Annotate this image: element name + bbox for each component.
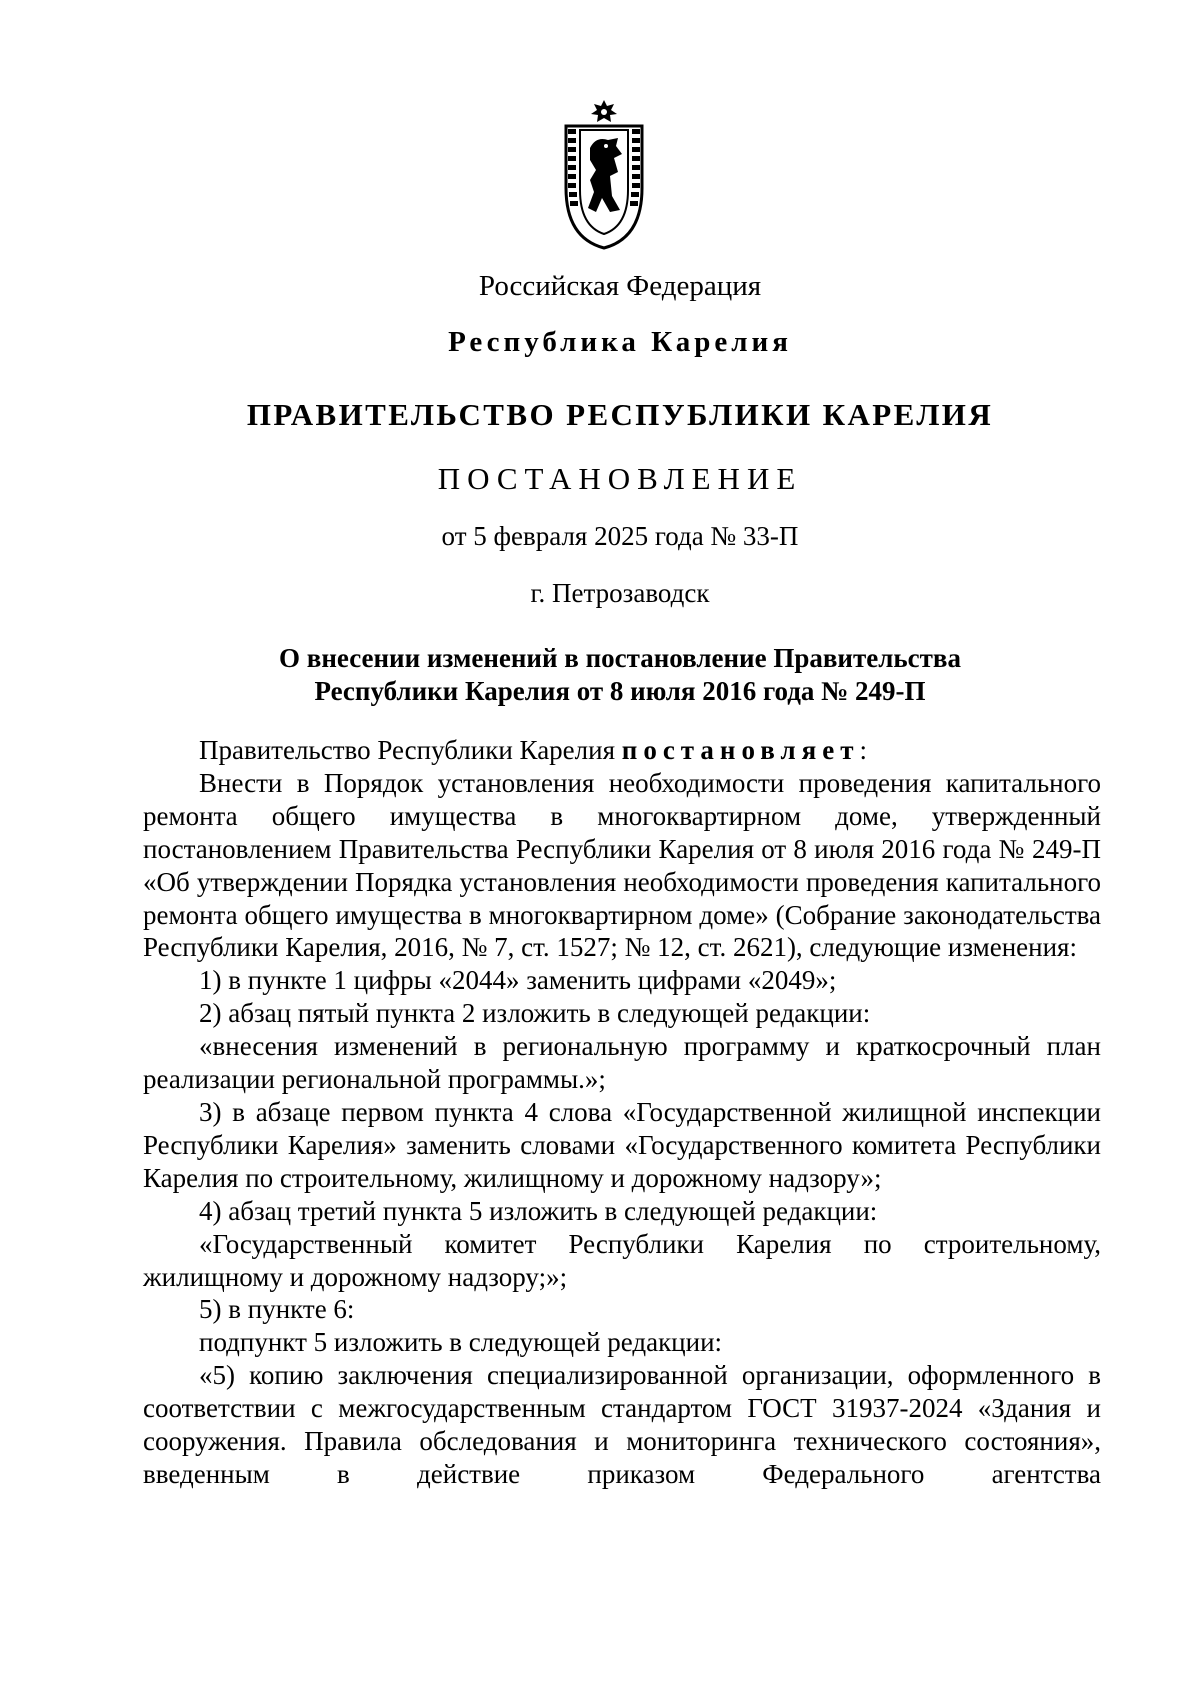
document-city: г. Петрозаводск — [530, 578, 710, 608]
government-name: ПРАВИТЕЛЬСТВО РЕСПУБЛИКИ КАРЕЛИЯ — [246, 397, 994, 432]
country-name: Российская Федерация — [478, 270, 762, 302]
title-line-1: О внесении изменений в постановление Правительства — [279, 643, 961, 673]
body-paragraph: 5) в пункте 6: — [199, 1294, 355, 1325]
body-paragraph: 2) абзац пятый пункта 2 изложить в следующей редакции: — [199, 998, 871, 1029]
intro-paragraph — [143, 734, 1101, 767]
coat-of-arms-icon — [562, 100, 646, 250]
title-line-2: Республики Карелия от 8 июля 2016 года № 249-П — [314, 676, 926, 706]
body-paragraph: 1) в пункте 1 цифры «2044» заменить цифрами «2049»; — [199, 965, 837, 996]
intro-verb: постановляет — [621, 735, 860, 765]
body-paragraph: Внести в Порядок установления необходимости проведения капитального ремонта общего имущества в многоквартирном доме, утвержденный постановлением Правительства Республики Карелия от 8 июля 2016 года № 249-П «Об утверждении Порядка установления необходимости проведения капитального ремонта общего имущества в многоквартирном доме» (Собрание законодательства Республики Карелия, 2016, № 7, ст. 1527; № 12, ст. 2621), следующие изменения: — [143, 767, 1101, 963]
document-title — [0, 642, 1200, 708]
body-paragraph: «Государственный комитет Республики Карелия по строительному, жилищному и дорожному надзору;»; — [143, 1228, 1101, 1292]
body-paragraph: «внесения изменений в региональную программу и краткосрочный план реализации региональной программы.»; — [143, 1031, 1101, 1095]
intro-prefix: Правительство Республики Карелия — [199, 735, 616, 765]
body-paragraph: 4) абзац третий пункта 5 изложить в следующей редакции: — [199, 1195, 878, 1226]
republic-name: Республика Карелия — [448, 326, 792, 358]
body-paragraph: «5) копию заключения специализированной организации, оформленного в соответствии с межгосударственным стандартом ГОСТ 31937-2024 «Здания и сооружения. Правила обследования и мониторинга технического состояния», введенным в действие приказом Федерального агентства — [143, 1360, 1101, 1489]
intro-suffix: : — [859, 735, 868, 765]
body-paragraph: подпункт 5 изложить в следующей редакции: — [199, 1327, 723, 1358]
document-date-number: от 5 февраля 2025 года № 33-П — [441, 521, 799, 551]
document-body — [143, 734, 1101, 1491]
document-type: ПОСТАНОВЛЕНИЕ — [437, 461, 803, 496]
body-paragraph: 3) в абзаце первом пункта 4 слова «Государственной жилищной инспекции Республики Карелия» заменить словами «Государственного комитета Республики Карелия по строительному, жилищному и дорожному надзору»; — [143, 1096, 1101, 1193]
